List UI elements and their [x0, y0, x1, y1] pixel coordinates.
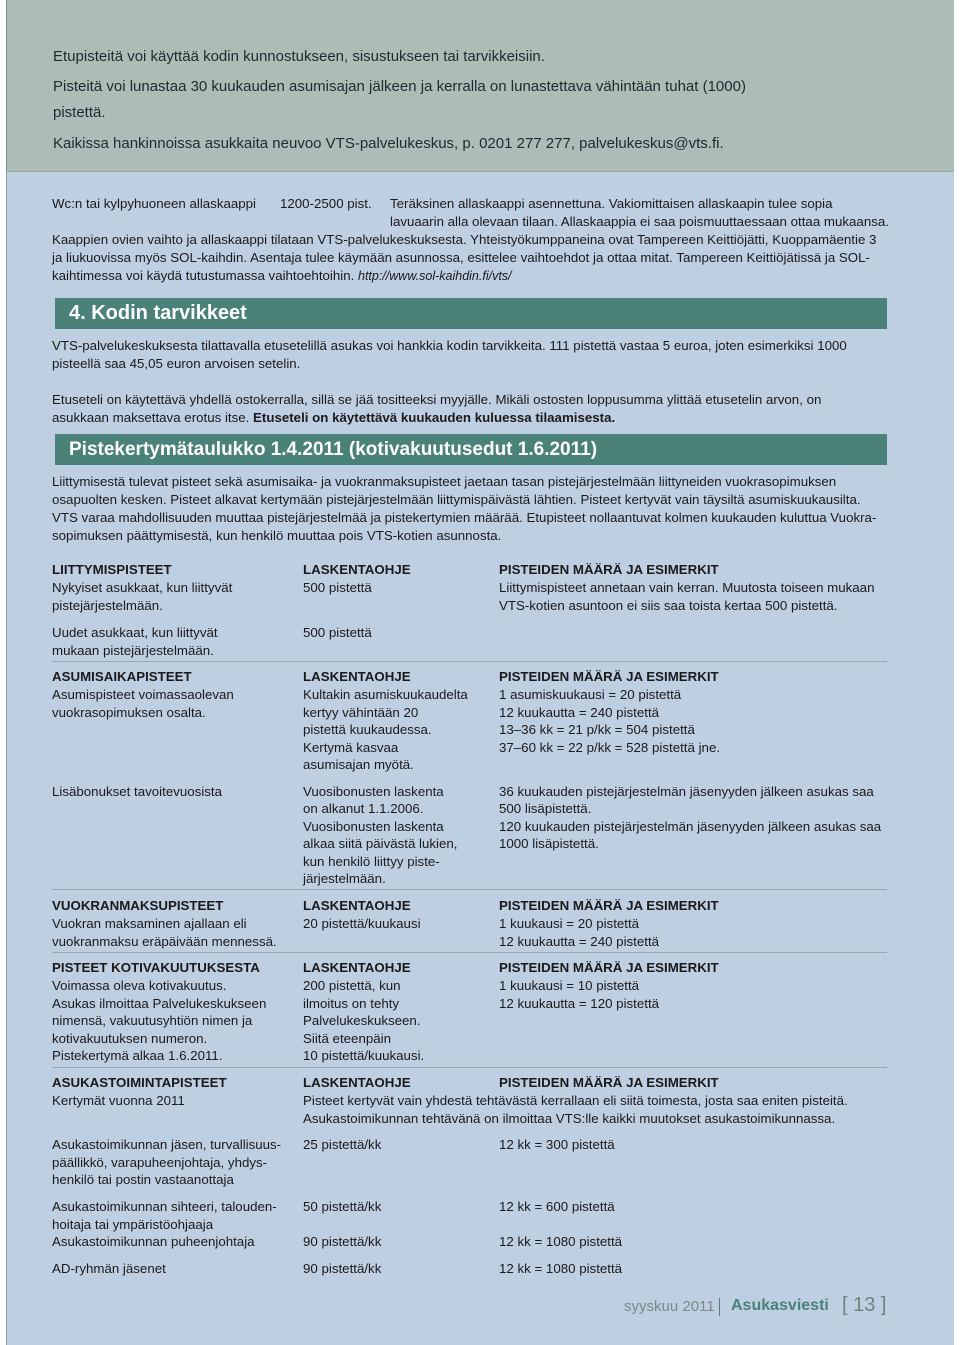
wc-desc: Teräksinen allaskaappi asennettuna. Vakiomittaisen allaskaapin tulee sopia	[390, 196, 833, 211]
cell: Asukastoimikunnan tehtävänä on ilmoittaa VTS:lle kaikki muutokset asukastoimikunnassa.	[303, 1111, 836, 1126]
cell: 500 pistettä	[303, 625, 372, 640]
info-line: Kaikissa hankinnoissa asukkaita neuvoo VTS-palvelukeskus, p. 0201 277 277, palvelukeskus@vts.fi.	[53, 135, 724, 152]
pisteiden-header: PISTEIDEN MÄÄRÄ JA ESIMERKIT	[499, 1075, 719, 1090]
cell: 50 pistettä/kk	[303, 1199, 382, 1214]
cell: 12 kk = 1080 pistettä	[499, 1261, 623, 1276]
points-table-title: Pistekertymätaulukko 1.4.2011 (kotivakuutusedut 1.6.2011)	[69, 439, 598, 460]
cell: pistettä kuukaudessa.	[303, 722, 432, 737]
cell: VTS-kotien asuntoon ei siis saa toista kertaa 500 pistettä.	[499, 598, 838, 613]
cell: Palvelukeskukseen.	[303, 1013, 421, 1028]
cell: Vuosibonusten laskenta	[303, 784, 444, 799]
pisteiden-header: PISTEIDEN MÄÄRÄ JA ESIMERKIT	[499, 960, 719, 975]
sol-kaihdin-link[interactable]: http://www.sol-kaihdin.fi/vts/	[358, 269, 512, 283]
cell: 13–36 kk = 21 p/kk = 504 pistettä	[499, 722, 695, 737]
intro-text: Liittymisestä tulevat pisteet sekä asumisaika- ja vuokranmaksupisteet jaetaan tasan pistejärjestelmään liittyneiden vuokrasopimuksen	[52, 474, 837, 489]
section-4-text	[52, 409, 615, 427]
cell: Uudet asukkaat, kun liittyvät	[52, 625, 218, 640]
cell: järjestelmään.	[303, 871, 386, 886]
laskentaohje-header: LASKENTAOHJE	[303, 1075, 411, 1090]
wc-paragraph	[52, 267, 512, 286]
section-4-emphasis: Etuseteli on käytettävä kuukauden kuluessa tilaamisesta.	[253, 410, 616, 425]
laskentaohje-header: LASKENTAOHJE	[303, 562, 411, 577]
cell: 37–60 kk = 22 p/kk = 528 pistettä jne.	[499, 740, 721, 755]
cell: 90 pistettä/kk	[303, 1261, 382, 1276]
section-4-text: Etuseteli on käytettävä yhdellä ostokerralla, sillä se jää tositteeksi myyjälle. Mikäli ostosten loppusumma ylittää etusetelin arvon, on	[52, 392, 822, 407]
cell: 12 kuukautta = 120 pistettä	[499, 996, 660, 1011]
laskentaohje-header: LASKENTAOHJE	[303, 898, 411, 913]
cell: Lisäbonukset tavoitevuosista	[52, 784, 223, 799]
cell: hoitaja tai ympäristöohjaaja	[52, 1217, 214, 1232]
divider	[52, 889, 887, 890]
cell: on alkanut 1.1.2006.	[303, 801, 424, 816]
cell: Pistekertymä alkaa 1.6.2011.	[52, 1048, 223, 1063]
cell: 500 lisäpistettä.	[499, 801, 592, 816]
cell: alkaa siitä päivästä lukien,	[303, 836, 458, 851]
cell: 500 pistettä	[303, 580, 372, 595]
cell: Liittymispisteet annetaan vain kerran. Muutosta toiseen mukaan	[499, 580, 875, 595]
info-line: Pisteitä voi lunastaa 30 kuukauden asumisajan jälkeen ja kerralla on lunastettava vähintään tuhat (1000)	[53, 78, 746, 95]
footer-divider	[719, 1298, 720, 1316]
cell: AD-ryhmän jäsenet	[52, 1261, 166, 1276]
info-line: Etupisteitä voi käyttää kodin kunnostukseen, sisustukseen tai tarvikkeisiin.	[53, 48, 545, 65]
cell: Kertymät vuonna 2011	[52, 1093, 185, 1108]
cell: Asukastoimikunnan sihteeri, talouden-	[52, 1199, 277, 1214]
cell: Siitä eteenpäin	[303, 1031, 391, 1046]
cell: 12 kk = 1080 pistettä	[499, 1234, 623, 1249]
cell: kotivakuutuksen numeron.	[52, 1031, 208, 1046]
cell: 1 kuukausi = 10 pistettä	[499, 978, 640, 993]
cell: 25 pistettä/kk	[303, 1137, 382, 1152]
cell: kun henkilö liittyy piste-	[303, 854, 440, 869]
intro-text: osapuolten kesken. Pisteet alkavat kertymään pistejärjestelmään liittymispäivästä lähtien. Pisteet kertyvät vain täysiltä asumiskuukausilta.	[52, 492, 861, 507]
info-line: pistettä.	[53, 104, 106, 121]
cell: Asumispisteet voimassaolevan	[52, 687, 234, 702]
section-4-text: VTS-palvelukeskuksesta tilattavalla etusetelillä asukas voi hankkia kodin tarvikkeita. 111 pistettä vastaa 5 euroa, joten esimerkiksi 1000	[52, 338, 847, 353]
cell: 1000 lisäpistettä.	[499, 836, 599, 851]
divider	[52, 1067, 887, 1068]
wc-desc: lavuaarin alla olevaan tilaan. Allaskaappia ei saa poismuuttaessaan ottaa mukaansa.	[390, 214, 889, 229]
section-4-text-part: asukkaan maksettava erotus itse.	[52, 410, 250, 425]
pisteiden-header: PISTEIDEN MÄÄRÄ JA ESIMERKIT	[499, 898, 719, 913]
asumisaika-heading: ASUMISAIKAPISTEET	[52, 669, 192, 684]
intro-text: VTS varaa mahdollisuuden muuttaa pistejärjestelmää ja pistekertymien määrää. Etupisteet nollaantuvat kolmen kuukauden kuluttua Vuokra-	[52, 510, 877, 525]
divider	[52, 952, 887, 953]
cell: Nykyiset asukkaat, kun liittyvät	[52, 580, 233, 595]
cell: 1 asumiskuukausi = 20 pistettä	[499, 687, 682, 702]
wc-points: 1200-2500 pist.	[280, 196, 372, 211]
cell: mukaan pistejärjestelmään.	[52, 643, 214, 658]
cell: pistejärjestelmään.	[52, 598, 163, 613]
cell: asumisajan myötä.	[303, 757, 414, 772]
footer-date: syyskuu 2011	[624, 1298, 715, 1315]
cell: Kultakin asumiskuukaudelta	[303, 687, 468, 702]
cell: päällikkö, varapuheenjohtaja, yhdys-	[52, 1155, 268, 1170]
laskentaohje-header: LASKENTAOHJE	[303, 669, 411, 684]
cell: Kertymä kasvaa	[303, 740, 399, 755]
cell: 90 pistettä/kk	[303, 1234, 382, 1249]
wc-paragraph: ja liukuovissa myös SOL-kaihdin. Asentaja tulee käymään asunnossa, esittelee vaihtoehdot ja ottaa mitat. Tampereen Keittiöjätissä ja SOL-	[52, 250, 870, 265]
cell: 20 pistettä/kuukausi	[303, 916, 421, 931]
info-box	[6, 0, 954, 172]
wc-paragraph-text: kaihtimessa voi käydä tutustumassa vaihtoehtoihin.	[52, 268, 355, 283]
cell: 12 kuukautta = 240 pistettä	[499, 705, 660, 720]
cell: 12 kk = 300 pistettä	[499, 1137, 615, 1152]
cell: Asukastoimikunnan jäsen, turvallisuus-	[52, 1137, 282, 1152]
section-4-title: 4. Kodin tarvikkeet	[69, 302, 247, 324]
cell: 1 kuukausi = 20 pistettä	[499, 916, 640, 931]
pisteiden-header: PISTEIDEN MÄÄRÄ JA ESIMERKIT	[499, 669, 719, 684]
asukas-heading: ASUKASTOIMINTAPISTEET	[52, 1075, 227, 1090]
liittymis-heading: LIITTYMISPISTEET	[52, 562, 172, 577]
wc-paragraph: Kaappien ovien vaihto ja allaskaappi tilataan VTS-palvelukeskuksesta. Yhteistyökumppaneina ovat Tampereen Keittiöjätti, Kuoppamäentie 3	[52, 232, 877, 247]
footer-magazine: Asukasviesti	[731, 1297, 829, 1314]
divider	[52, 661, 887, 662]
vuokra-heading: VUOKRANMAKSUPISTEET	[52, 898, 224, 913]
cell: vuokrasopimuksen osalta.	[52, 705, 206, 720]
koti-heading: PISTEET KOTIVAKUUTUKSESTA	[52, 960, 260, 975]
cell: 10 pistettä/kuukausi.	[303, 1048, 425, 1063]
cell: Voimassa oleva kotivakuutus.	[52, 978, 227, 993]
cell: henkilö tai postin vastaanottaja	[52, 1172, 234, 1187]
cell: ilmoitus on tehty	[303, 996, 400, 1011]
cell: 36 kuukauden pistejärjestelmän jäsenyyden jälkeen asukas saa	[499, 784, 874, 799]
page-number: [ 13 ]	[842, 1294, 887, 1316]
laskentaohje-header: LASKENTAOHJE	[303, 960, 411, 975]
points-table-banner	[55, 434, 887, 465]
section-4-text: pisteellä saa 45,05 euron arvoisen setelin.	[52, 356, 301, 371]
cell: vuokranmaksu eräpäivään mennessä.	[52, 934, 277, 949]
cell: nimensä, vakuutusyhtiön nimen ja	[52, 1013, 253, 1028]
intro-text: sopimuksen päättymisestä, kun henkilö muuttaa pois VTS-kotien asunnosta.	[52, 528, 502, 543]
wc-label: Wc:n tai kylpyhuoneen allaskaappi	[52, 196, 257, 211]
cell: Vuokran maksaminen ajallaan eli	[52, 916, 247, 931]
cell: 12 kk = 600 pistettä	[499, 1199, 615, 1214]
cell: Pisteet kertyvät vain yhdestä tehtävästä kerrallaan eli siitä toimesta, josta saa eniten pisteitä.	[303, 1093, 848, 1108]
cell: 120 kuukauden pistejärjestelmän jäsenyyden jälkeen asukas saa	[499, 819, 882, 834]
pisteiden-header: PISTEIDEN MÄÄRÄ JA ESIMERKIT	[499, 562, 719, 577]
cell: 12 kuukautta = 240 pistettä	[499, 934, 660, 949]
cell: kertyy vähintään 20	[303, 705, 419, 720]
cell: 200 pistettä, kun	[303, 978, 401, 993]
cell: Vuosibonusten laskenta	[303, 819, 444, 834]
section-4-banner	[55, 298, 887, 329]
cell: Asukas ilmoittaa Palvelukeskukseen	[52, 996, 267, 1011]
cell: Asukastoimikunnan puheenjohtaja	[52, 1234, 255, 1249]
